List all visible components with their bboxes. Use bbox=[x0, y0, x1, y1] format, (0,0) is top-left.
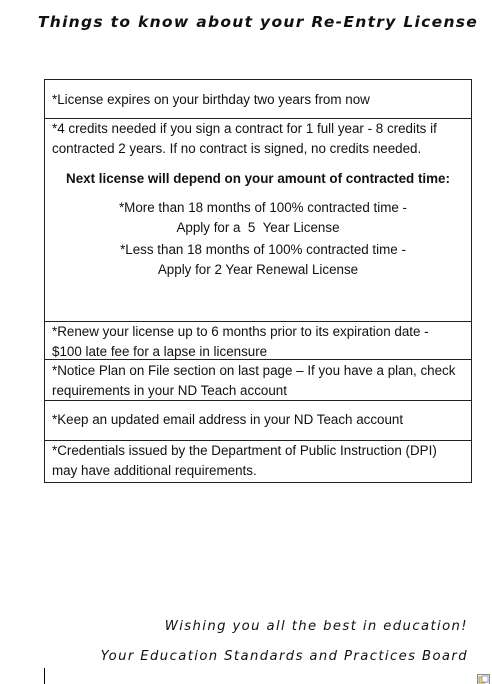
dpi-text-line1: *Credentials issued by the Department of Public Instruction (DPI) bbox=[52, 443, 437, 458]
next-license-heading: Next license will depend on your amount of contracted time: bbox=[66, 171, 450, 186]
email-text: *Keep an updated email address in your ND Teach account bbox=[52, 412, 404, 427]
option-more-than-18-months bbox=[52, 198, 464, 238]
renew-row bbox=[45, 322, 471, 360]
option2-line2: Apply for 2 Year Renewal License bbox=[157, 262, 359, 277]
option1-line1: *More than 18 months of 100% contracted time - bbox=[118, 200, 408, 215]
expiration-text: *License expires on your birthday two years from now bbox=[52, 92, 370, 107]
email-row bbox=[45, 401, 471, 441]
renew-text-line2: $100 late fee for a lapse in licensure bbox=[52, 344, 268, 359]
text-cursor bbox=[44, 668, 45, 684]
option-less-than-18-months bbox=[52, 240, 464, 280]
option2-line1: *Less than 18 months of 100% contracted time - bbox=[120, 242, 406, 257]
document-title: Things to know about your Re-Entry License bbox=[37, 13, 479, 31]
dpi-row bbox=[45, 441, 471, 482]
dpi-text-line2: may have additional requirements. bbox=[52, 463, 257, 478]
paste-options-icon-graphic bbox=[477, 674, 490, 684]
closing-wish: Wishing you all the best in education! bbox=[164, 619, 468, 634]
paste-options-icon[interactable] bbox=[477, 672, 490, 683]
closing-signature: Your Education Standards and Practices Board bbox=[100, 649, 468, 664]
plan-row bbox=[45, 360, 471, 401]
credits-text-line2: contracted 2 years. If no contract is signed, no credits needed. bbox=[52, 141, 422, 156]
plan-text-line1: *Notice Plan on File section on last page – If you have a plan, check bbox=[52, 363, 456, 378]
license-info-table bbox=[44, 79, 472, 483]
plan-text-line2: requirements in your ND Teach account bbox=[52, 383, 287, 398]
credits-row bbox=[45, 119, 471, 322]
expiration-row bbox=[45, 80, 471, 119]
option1-line2: Apply for a 5 Year License bbox=[176, 220, 340, 235]
renew-text-line1: *Renew your license up to 6 months prior to its expiration date - bbox=[52, 324, 429, 339]
credits-text-line1: *4 credits needed if you sign a contract for 1 full year - 8 credits if bbox=[52, 121, 437, 136]
